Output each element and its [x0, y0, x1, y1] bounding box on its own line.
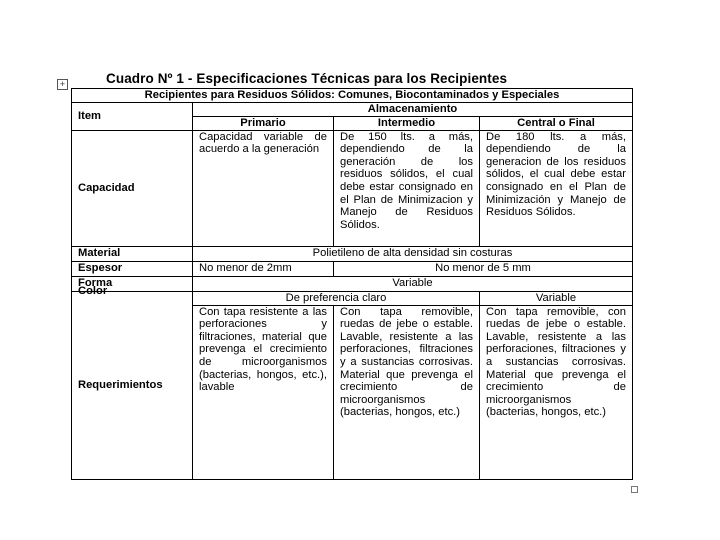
cell-requerimientos-central: Con tapa removible, con ruedas de jebe o estable. Lavable, resistente a las perforaciones, filtraciones y a sustancias corrosivas. Material que prevenga el crecimiento de microorganismos (bacterias, hongos, etc.) [480, 305, 633, 479]
table-row [72, 130, 633, 246]
column-header-intermedio: Intermedio [334, 117, 480, 131]
storage-header: Almacenamiento [193, 103, 633, 117]
cell-requerimientos-intermedio: Con tapa removible, ruedas de jebe o estable. Lavable, resistente a las perforaciones, filtraciones y a sustancias corrosivas. Material que prevenga el crecimiento de microorganismos (bacterias, hongos, etc.) [334, 305, 480, 479]
cell-espesor-otros: No menor de 5 mm [334, 261, 633, 276]
cell-color-central: Variable [480, 291, 633, 305]
row-label-capacidad: Capacidad [72, 130, 193, 246]
cell-requerimientos-primario: Con tapa resistente a las perforaciones y filtraciones, material que prevenga el crecimiento de microorganismos (bacterias, hongos, etc.), lavable [193, 305, 334, 479]
item-header: Item [72, 103, 193, 131]
table-resize-handle[interactable] [631, 486, 638, 493]
row-label-forma: Forma [72, 276, 193, 291]
row-label-color: Color [78, 285, 108, 298]
table-header-title: Recipientes para Residuos Sólidos: Comunes, Biocontaminados y Especiales [72, 89, 633, 103]
row-label-color-requerimientos [72, 285, 193, 479]
cell-material: Polietileno de alta densidad sin costuras [193, 246, 633, 261]
cell-espesor-primario: No menor de 2mm [193, 261, 334, 276]
table-row [72, 291, 633, 305]
specifications-table [71, 88, 633, 480]
column-header-primario: Primario [193, 117, 334, 131]
table-row [72, 103, 633, 117]
row-label-espesor: Espesor [72, 261, 193, 276]
cell-color-primario-intermedio: De preferencia claro [193, 291, 480, 305]
cell-capacidad-primario: Capacidad variable de acuerdo a la generación [193, 130, 334, 246]
row-label-material: Material [72, 246, 193, 261]
table-row [72, 261, 633, 276]
row-label-requerimientos: Requerimientos [78, 379, 163, 392]
column-header-central: Central o Final [480, 117, 633, 131]
cell-capacidad-intermedio: De 150 lts. a más, dependiendo de la generación de los residuos sólidos, el cual debe estar consignado en el Plan de Minimizacion y Manejo de Residuos Sólidos. [334, 130, 480, 246]
table-row [72, 89, 633, 103]
table-move-handle-icon[interactable]: + [57, 79, 68, 90]
table-row [72, 276, 633, 291]
table-caption: Cuadro Nº 1 - Especificaciones Técnicas para los Recipientes [106, 71, 508, 86]
cell-capacidad-central: De 180 lts. a más, dependiendo de la generacion de los residuos sólidos, el cual debe estar consignado en el Plan de Minimización y Manejo de Residuos Sólidos. [480, 130, 633, 246]
cell-forma: Variable [193, 276, 633, 291]
table-row [72, 246, 633, 261]
